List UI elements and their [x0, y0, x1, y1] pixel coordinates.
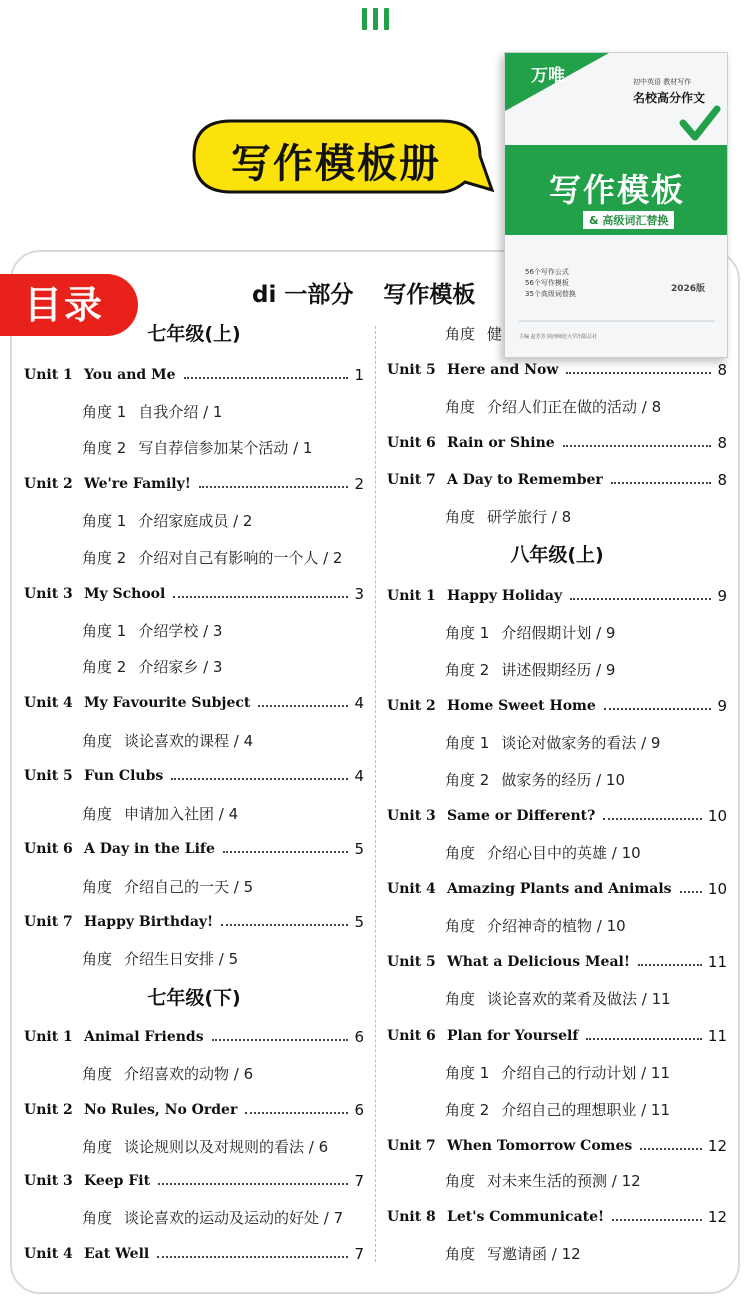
unit-number: Unit 5	[387, 954, 436, 970]
page-number: 8	[717, 471, 727, 489]
toc-label: 目录	[0, 274, 138, 336]
book-brand: 万唯	[531, 66, 565, 86]
unit-number: Unit 2	[24, 476, 73, 492]
toc-angle-row[interactable]	[445, 914, 626, 936]
toc-unit-row[interactable]	[387, 585, 727, 607]
angle-label: 角度 2	[445, 1100, 490, 1119]
angle-text: 讲述假期经历 / 9	[501, 660, 616, 679]
page-number: 11	[707, 953, 727, 971]
unit-number: Unit 2	[24, 1102, 73, 1118]
page-number: 1	[354, 366, 364, 384]
unit-number: Unit 6	[387, 435, 436, 451]
angle-label: 角度	[445, 1171, 476, 1190]
unit-title: Here and Now	[447, 362, 559, 378]
book-feature: 56个写作公式	[525, 268, 569, 276]
unit-number: Unit 5	[24, 768, 73, 784]
toc-unit-row[interactable]	[387, 695, 727, 717]
dot-leader	[680, 891, 702, 893]
angle-label: 角度	[82, 804, 113, 823]
angle-text: 介绍自己的一天 / 5	[124, 877, 254, 896]
angle-label: 角度	[82, 1208, 113, 1227]
page-number: 9	[717, 587, 727, 605]
toc-angle-row[interactable]	[82, 947, 238, 969]
toc-unit-row[interactable]	[387, 1206, 727, 1228]
dot-leader	[603, 818, 702, 820]
unit-title: We're Family!	[84, 476, 191, 492]
column-divider	[375, 326, 376, 1262]
toc-unit-row[interactable]	[387, 359, 727, 381]
unit-title: No Rules, No Order	[84, 1102, 238, 1118]
angle-label: 角度 2	[445, 660, 490, 679]
angle-text: 谈论规则以及对规则的看法 / 6	[124, 1137, 329, 1156]
unit-title: What a Delicious Meal!	[447, 954, 630, 970]
angle-label: 角度 2	[445, 770, 490, 789]
angle-text: 介绍心目中的英雄 / 10	[487, 843, 641, 862]
unit-number: Unit 7	[387, 472, 436, 488]
page-number: 8	[717, 434, 727, 452]
toc-unit-row[interactable]	[24, 364, 364, 386]
toc-angle-row[interactable]	[445, 395, 661, 417]
dot-leader	[570, 598, 711, 600]
unit-title: Plan for Yourself	[447, 1028, 579, 1044]
angle-text: 谈论喜欢的运动及运动的好处 / 7	[124, 1208, 344, 1227]
toc-angle-row[interactable]	[445, 322, 502, 344]
angle-text: 介绍人们正在做的活动 / 8	[487, 397, 662, 416]
page-number: 4	[354, 694, 364, 712]
toc-angle-row[interactable]	[82, 1135, 328, 1157]
dot-leader	[563, 445, 712, 447]
unit-title: Happy Holiday	[447, 588, 563, 604]
dot-leader	[223, 851, 349, 853]
angle-text: 写邀请函 / 12	[487, 1244, 581, 1263]
toc-unit-row[interactable]	[387, 432, 727, 454]
angle-text: 介绍神奇的植物 / 10	[487, 916, 626, 935]
angle-text: 介绍喜欢的动物 / 6	[124, 1064, 254, 1083]
unit-number: Unit 4	[24, 1246, 73, 1262]
toc-unit-row[interactable]	[24, 838, 364, 860]
book-cover	[504, 52, 728, 358]
angle-text: 申请加入社团 / 4	[124, 804, 239, 823]
grade-heading: 七年级(下)	[147, 987, 241, 1009]
unit-number: Unit 6	[24, 841, 73, 857]
dot-leader	[158, 1183, 348, 1185]
unit-number: Unit 1	[24, 1029, 73, 1045]
angle-label: 角度	[82, 877, 113, 896]
unit-title: Keep Fit	[84, 1173, 151, 1189]
toc-angle-row[interactable]	[445, 1061, 670, 1083]
dot-leader	[566, 372, 711, 374]
toc-angle-row[interactable]	[445, 1169, 641, 1191]
dot-leader	[640, 1148, 702, 1150]
angle-label: 角度 2	[82, 548, 127, 567]
angle-label: 角度 1	[445, 623, 490, 642]
toc-angle-row[interactable]	[82, 875, 253, 897]
dot-leader	[171, 778, 348, 780]
toc-angle-row[interactable]	[445, 621, 615, 643]
toc-unit-row[interactable]	[387, 805, 727, 827]
toc-unit-row[interactable]	[24, 1099, 364, 1121]
unit-number: Unit 4	[387, 881, 436, 897]
angle-text: 介绍假期计划 / 9	[501, 623, 616, 642]
unit-number: Unit 8	[387, 1209, 436, 1225]
angle-label: 角度	[445, 1244, 476, 1263]
toc-unit-row[interactable]	[24, 1243, 364, 1265]
toc-angle-row[interactable]	[82, 509, 252, 531]
angle-text: 谈论对做家务的看法 / 9	[501, 733, 661, 752]
toc-unit-row[interactable]	[24, 1026, 364, 1048]
toc-unit-row[interactable]	[387, 469, 727, 491]
unit-number: Unit 3	[387, 808, 436, 824]
checkmark-icon	[683, 109, 717, 137]
angle-text: 介绍自己的理想职业 / 11	[501, 1100, 670, 1119]
book-edition: 2026版	[671, 284, 706, 294]
toc-unit-row[interactable]	[24, 765, 364, 787]
dot-leader	[245, 1112, 348, 1114]
toc-angle-row[interactable]	[445, 768, 625, 790]
unit-number: Unit 1	[24, 367, 73, 383]
unit-title: Let's Communicate!	[447, 1209, 605, 1225]
angle-label: 角度	[445, 916, 476, 935]
dot-leader	[586, 1038, 702, 1040]
page-number: 2	[354, 475, 364, 493]
angle-label: 角度 2	[82, 657, 127, 676]
part-name: 写作模板	[383, 282, 476, 308]
page-number: 6	[354, 1028, 364, 1046]
page-number: 12	[707, 1137, 727, 1155]
dot-leader	[199, 486, 349, 488]
unit-number: Unit 6	[387, 1028, 436, 1044]
angle-label: 角度 1	[82, 511, 127, 530]
unit-number: Unit 7	[24, 914, 73, 930]
toc-angle-row[interactable]	[445, 841, 641, 863]
unit-title: Eat Well	[84, 1246, 150, 1262]
unit-number: Unit 1	[387, 588, 436, 604]
part-title	[252, 276, 475, 309]
page-number: 6	[354, 1101, 364, 1119]
page-number: 3	[354, 585, 364, 603]
angle-label: 角度	[445, 397, 476, 416]
angle-text: 研学旅行 / 8	[487, 507, 572, 526]
angle-label: 角度	[445, 989, 476, 1008]
angle-text: 谈论喜欢的课程 / 4	[124, 731, 254, 750]
toc-unit-row[interactable]	[24, 692, 364, 714]
top-decoration-icon	[362, 8, 390, 30]
banner-title: 写作模板册	[231, 141, 441, 187]
angle-label: 角度	[82, 731, 113, 750]
unit-title: Happy Birthday!	[84, 914, 214, 930]
page-number: 5	[354, 913, 364, 931]
unit-number: Unit 5	[387, 362, 436, 378]
dot-leader	[604, 708, 712, 710]
book-feature: 35个高级词替换	[525, 290, 576, 298]
page-number: 8	[717, 361, 727, 379]
unit-title: Fun Clubs	[84, 768, 164, 784]
unit-title: Home Sweet Home	[447, 698, 596, 714]
book-tag: 初中英语 教材写作	[633, 78, 692, 86]
unit-title: Same or Different?	[447, 808, 596, 824]
toc-angle-row[interactable]	[82, 1062, 253, 1084]
angle-label: 角度 1	[445, 1063, 490, 1082]
unit-title: Amazing Plants and Animals	[447, 881, 672, 897]
unit-title: Animal Friends	[84, 1029, 204, 1045]
unit-title: My Favourite Subject	[84, 695, 251, 711]
page-number: 5	[354, 840, 364, 858]
angle-label: 角度 1	[82, 621, 127, 640]
toc-unit-row[interactable]	[387, 951, 727, 973]
angle-label: 角度	[445, 843, 476, 862]
angle-label: 角度 1	[445, 733, 490, 752]
unit-number: Unit 7	[387, 1138, 436, 1154]
unit-number: Unit 3	[24, 1173, 73, 1189]
angle-text: 介绍学校 / 3	[138, 621, 223, 640]
banner	[191, 118, 495, 196]
part-number: di 一部分	[252, 282, 354, 308]
angle-text: 介绍生日安排 / 5	[124, 949, 239, 968]
page-number: 9	[717, 697, 727, 715]
angle-text: 介绍家庭成员 / 2	[138, 511, 253, 530]
dot-leader	[611, 482, 712, 484]
toc-angle-row[interactable]	[82, 655, 222, 677]
toc-unit-row[interactable]	[387, 1025, 727, 1047]
angle-text: 自我介绍 / 1	[138, 402, 223, 421]
unit-title: Rain or Shine	[447, 435, 555, 451]
toc-unit-row[interactable]	[387, 878, 727, 900]
page-number: 12	[707, 1208, 727, 1226]
toc-angle-row[interactable]	[445, 1098, 670, 1120]
book-series: 名校高分作文	[633, 91, 706, 105]
toc-angle-row[interactable]	[82, 436, 312, 458]
dot-leader	[173, 596, 348, 598]
book-title: 写作模板	[548, 171, 685, 209]
grade-heading: 七年级(上)	[147, 323, 241, 345]
dot-leader	[612, 1219, 702, 1221]
angle-label: 角度	[445, 324, 476, 343]
angle-text: 做家务的经历 / 10	[501, 770, 625, 789]
dot-leader	[258, 705, 348, 707]
angle-label: 角度	[445, 507, 476, 526]
book-publisher: 主编 赵芳芳 陕西师范大学出版总社	[519, 334, 598, 340]
toc-angle-row[interactable]	[82, 400, 222, 422]
angle-label: 角度	[82, 949, 113, 968]
toc-angle-row[interactable]	[445, 658, 615, 680]
toc-unit-row[interactable]	[387, 1135, 727, 1157]
angle-text: 健	[487, 324, 503, 343]
unit-number: Unit 4	[24, 695, 73, 711]
page-number: 7	[354, 1172, 364, 1190]
angle-label: 角度 2	[82, 438, 127, 457]
unit-title: A Day to Remember	[447, 472, 603, 488]
page-number: 10	[707, 880, 727, 898]
book-feature: 56个写作模板	[525, 279, 569, 287]
angle-text: 介绍对自己有影响的一个人 / 2	[138, 548, 343, 567]
dot-leader	[212, 1039, 349, 1041]
angle-label: 角度	[82, 1137, 113, 1156]
book-subtitle: & 高级词汇替换	[583, 211, 674, 229]
angle-text: 谈论喜欢的菜肴及做法 / 11	[487, 989, 671, 1008]
unit-number: Unit 2	[387, 698, 436, 714]
unit-title: You and Me	[84, 367, 176, 383]
toc-angle-row[interactable]	[82, 619, 222, 641]
dot-leader	[638, 964, 702, 966]
toc-angle-row[interactable]	[445, 731, 660, 753]
toc-angle-row[interactable]	[82, 729, 253, 751]
toc-unit-row[interactable]	[24, 583, 364, 605]
angle-text: 介绍自己的行动计划 / 11	[501, 1063, 670, 1082]
toc-unit-row[interactable]	[24, 1170, 364, 1192]
angle-text: 对未来生活的预测 / 12	[487, 1171, 641, 1190]
toc-angle-row[interactable]	[445, 505, 571, 527]
toc-unit-row[interactable]	[24, 473, 364, 495]
unit-number: Unit 3	[24, 586, 73, 602]
toc-unit-row[interactable]	[24, 911, 364, 933]
toc-angle-row[interactable]	[82, 1206, 343, 1228]
page-number: 7	[354, 1245, 364, 1263]
toc-angle-row[interactable]	[82, 802, 238, 824]
unit-title: When Tomorrow Comes	[447, 1138, 633, 1154]
page-number: 11	[707, 1027, 727, 1045]
angle-label: 角度 1	[82, 402, 127, 421]
toc-angle-row[interactable]	[82, 546, 342, 568]
unit-title: A Day in the Life	[84, 841, 215, 857]
toc-angle-row[interactable]	[445, 987, 671, 1009]
angle-text: 介绍家乡 / 3	[138, 657, 223, 676]
unit-title: My School	[84, 586, 166, 602]
page-number: 4	[354, 767, 364, 785]
dot-leader	[221, 924, 348, 926]
page-number: 10	[707, 807, 727, 825]
angle-text: 写自荐信参加某个活动 / 1	[138, 438, 313, 457]
toc-angle-row[interactable]	[445, 1242, 581, 1264]
grade-heading: 八年级(上)	[510, 544, 604, 566]
dot-leader	[157, 1256, 348, 1258]
dot-leader	[184, 377, 349, 379]
angle-label: 角度	[82, 1064, 113, 1083]
